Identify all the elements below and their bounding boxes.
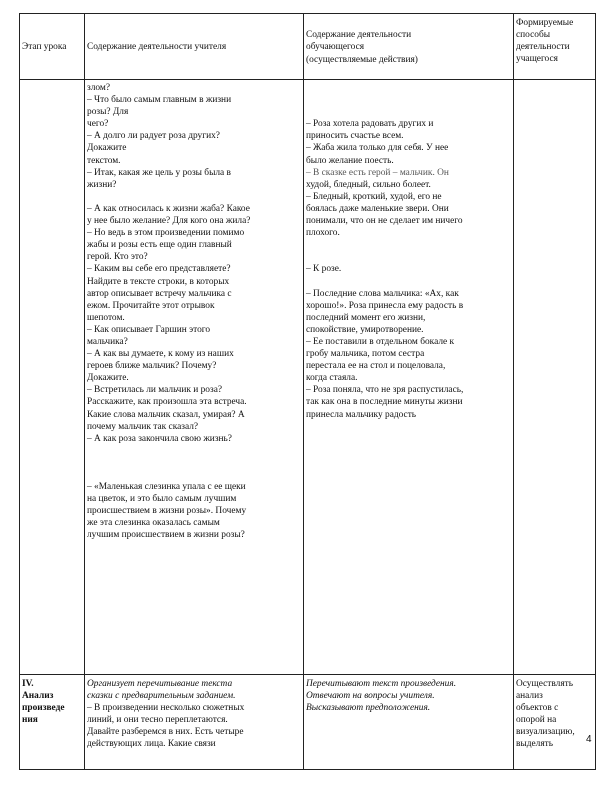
text-line: Докажите [87,143,127,154]
text-line: приносить счастье всем. [306,131,404,142]
text-line: – Но ведь в этом произведении помимо [87,228,245,239]
text-line: – Последние слова мальчика: «Ах, как [306,288,459,299]
text-line [87,191,301,203]
text-line: Расскажите, как произошла эта встреча. [87,397,247,408]
text-line [306,276,511,288]
text-line: – Что было самым главным в жизни [87,95,232,106]
text-line: – Как описывает Гаршин этого [87,324,211,335]
lesson-table [19,13,596,770]
text-line [306,106,511,118]
text-line [87,445,301,457]
text-line: – Встретилась ли мальчик и роза? [87,385,223,396]
text-line: – Роза поняла, что не зря распустилась, [306,385,464,396]
text-line: – В сказке есть герой – мальчик. Он [306,167,449,178]
text-line: – Роза хотела радовать других и [306,119,434,130]
header-stage: Этап урока [20,14,85,80]
text-line: шепотом. [87,312,125,323]
header-student: Содержание деятельности обучающегося (осуществляемые действия) [304,14,514,80]
text-line: – Каким вы себе его представляете? [87,264,231,275]
text-line: злом? [87,83,110,93]
text-line: хорошо!». Роза принесла ему радость в [306,300,464,311]
text-line [306,251,511,263]
text-line: Какие слова мальчик сказал, умирая? А [87,409,245,420]
text-line: же эта слезинка оказалась самым [87,518,220,529]
text-line: спокойствие, умиротворение. [306,324,424,335]
text-line: жизни? [87,179,117,190]
header-row [20,14,596,80]
text-line: Найдите в тексте строки, в которых [87,276,230,287]
header-formed: Формируемые способы деятельности учащегося [514,14,596,80]
text-line: – К розе. [306,264,342,275]
text-line: ежом. Прочитайте этот отрывок [87,300,215,311]
text-line: герой. Кто это? [87,252,148,263]
text-line: почему мальчик так сказал? [87,421,199,432]
text-line [87,469,301,481]
text-line: так как она в последние минуты жизни [306,397,463,408]
text-line: худой, бледный, сильно болеет. [306,179,431,190]
header-teacher: Содержание деятельности учителя [85,14,304,80]
text-line: – Итак, какая же цель у розы была в [87,167,231,178]
text-line: – А как относилась к жизни жаба? Какое [87,203,250,214]
text-line: – А как роза закончила свою жизнь? [87,433,232,444]
section4-teacher: Организует перечитывание текста сказки с предварительным заданием. – В произведении несколько сюжетных линий, и они тесно переплетаются. Давайте разберемся в них. Есть четыре действующих лица. Какие связи [85,675,304,770]
text-line: чего? [87,119,109,130]
text-line: было желание поесть. [306,155,394,166]
text-line [87,457,301,469]
main-student-cell [304,80,514,675]
main-row [20,80,596,675]
text-line: – Ее поставили в отдельном бокале к [306,336,455,347]
main-stage-cell [20,80,85,675]
text-line: – А как вы думаете, к кому из наших [87,349,234,360]
main-formed-cell [514,80,596,675]
text-line: жабы и розы есть еще один главный [87,240,232,251]
section4-stage: IV. Анализ произведе ния [20,675,85,770]
text-line [306,94,511,106]
text-line: мальчика? [87,336,128,347]
text-line: боялась даже маленькие звери. Они [306,203,449,214]
section4-student: Перечитывают текст произведения. Отвечают на вопросы учителя. Высказывают предположения. [304,675,514,770]
text-line: когда стаяла. [306,373,358,384]
main-teacher-cell [85,80,304,675]
text-line: у нее было желание? Для кого она жила? [87,216,251,227]
section4-row [20,675,596,770]
text-line: понимали, что он не сделает им ничего [306,216,463,227]
page-number: 4 [586,734,592,745]
text-line: автор описывает встречу мальчика с [87,288,232,299]
text-line: – Жаба жила только для себя. У нее [306,143,449,154]
text-line: лучшим происшествием в жизни розы? [87,530,245,541]
text-line: – Бледный, кроткий, худой, его не [306,191,442,202]
text-line: розы? Для [87,107,129,118]
text-line [306,82,511,94]
text-line: принесла мальчику радость [306,409,417,420]
text-line: на цветок, и это было самым лучшим [87,494,237,505]
text-line: текстом. [87,155,121,166]
text-line: происшествием в жизни розы». Почему [87,506,247,517]
text-line: гробу мальчика, потом сестра [306,349,425,360]
text-line: Докажите. [87,373,129,384]
text-line: – «Маленькая слезинка упала с ее щеки [87,482,246,493]
text-line: последний момент его жизни, [306,312,426,323]
text-line: героев ближе мальчик? Почему? [87,361,217,372]
text-line: перестала ее на стол и поцеловала, [306,361,446,372]
text-line: плохого. [306,228,340,239]
text-line: – А долго ли радует роза других? [87,131,220,142]
section4-formed: Осуществлять анализ объектов с опорой на визуализацию, выделять [514,675,596,770]
text-line [306,239,511,251]
